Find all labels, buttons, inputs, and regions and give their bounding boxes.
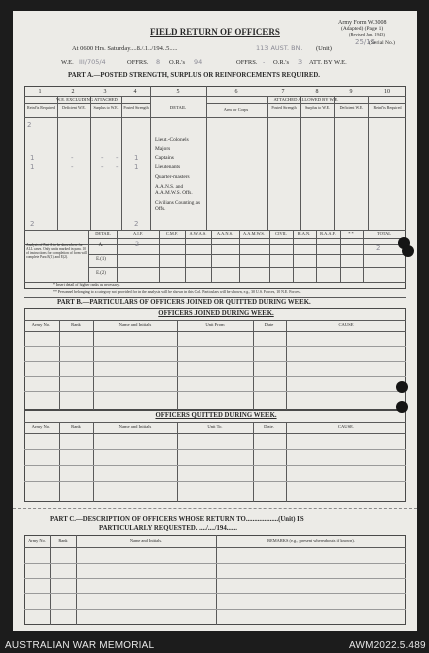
analysis-header-ran: R.A.N. <box>297 231 311 236</box>
analysis-row-a: A. <box>98 243 104 248</box>
quitted-header-army-no: Army No. <box>31 424 51 429</box>
punch-hole-4 <box>396 401 408 413</box>
hand-lieutenants-surplus: - <box>101 163 104 171</box>
analysis-header-raaf: R.A.A.F. <box>320 231 336 236</box>
col-number-4: 4 <box>133 89 137 95</box>
analysis-header-detail: DETAIL <box>95 231 111 236</box>
analysis-header-aamws: A.A.M.W.S. <box>243 231 265 236</box>
offrs-handwritten: 8 <box>156 58 161 66</box>
part-a-title: PART A.—POSTED STRENGTH, SURPLUS OR REINFORCEMENTS REQUIRED. <box>68 72 320 79</box>
quitted-header-name: Name and Initials <box>118 424 152 429</box>
header-reinfts-required-left: Reinf'ts Required <box>27 105 55 110</box>
unit-handwritten: 113 AUST. BN. <box>256 44 303 52</box>
quitted-title: OFFICERS QUITTED DURING WEEK. <box>155 412 277 419</box>
header-deficient-we-left: Deficient W.E. <box>62 105 86 110</box>
unit-label: (Unit) <box>316 45 332 52</box>
ors-label: O.R.'s <box>169 59 185 66</box>
footer-accession-number: AWM2022.5.489 <box>349 640 426 651</box>
hand-analysis-aif: 2 <box>135 240 140 248</box>
rank-aans-aamws: A.A.N.S. and A.A.M.W.S. Offs. <box>155 184 193 197</box>
quitted-header-rank: Rank <box>71 424 81 429</box>
header-deficient-we-right: Deficient W.E. <box>339 105 364 110</box>
hand-total-posted: 2 <box>134 220 139 228</box>
col-number-6: 6 <box>234 89 238 95</box>
col-number-2: 2 <box>71 89 75 95</box>
hand-captains-surplus: - <box>101 154 104 162</box>
col-number-3: 3 <box>103 89 107 95</box>
we-number-handwritten: III/705/4 <box>79 58 106 66</box>
hand-lieutenants-extra: - <box>116 163 119 171</box>
hand-top-figure: 2 <box>27 121 32 129</box>
col-number-1: 1 <box>38 89 42 95</box>
offrs2-handwritten: - <box>263 58 266 66</box>
joined-title: OFFICERS JOINED DURING WEEK. <box>158 310 274 317</box>
rank-captains: Captains <box>155 155 174 161</box>
attached-allowed-header: ATTACHED ALLOWED BY W.E. <box>273 97 339 102</box>
form-title: FIELD RETURN OF OFFICERS <box>150 27 280 37</box>
analysis-row-e2: E.(2) <box>96 271 106 276</box>
joined-header-army-no: Army No. <box>31 322 51 327</box>
date-line: At 0600 Hrs. Saturday....8./.1../194..5..... <box>72 45 178 52</box>
header-reinfts-required-right: Reinf'ts Required <box>373 105 402 110</box>
hand-captains-reinf: 1 <box>30 154 35 162</box>
col-number-9: 9 <box>349 89 353 95</box>
part-c-title-line2: PARTICULARLY REQUESTED. ..../..../194...... <box>99 525 237 532</box>
analysis-header-aans: A.A.N.S. <box>216 231 234 236</box>
we-label: W.E. <box>61 59 74 66</box>
analysis-header-awas: A.W.A.S. <box>189 231 207 236</box>
rank-lieutenants: Lieutenants <box>155 164 181 170</box>
hand-captains-extra: - <box>116 154 119 162</box>
analysis-header-aif: A.I.F. <box>132 231 144 236</box>
quitted-header-unit-to: Unit To. <box>207 424 223 429</box>
quitted-header-date: Date. <box>264 424 274 429</box>
joined-header-unit-from: Unit From <box>205 322 225 327</box>
part-c-header-name: Name and Initials. <box>129 538 163 543</box>
serial-number-handwritten: 25/15 <box>355 38 376 46</box>
army-form-number: Army Form W.3008 <box>338 20 387 26</box>
analysis-header-other: * * <box>348 231 354 236</box>
header-surplus-we-right: Surplus to W.E. <box>304 105 331 110</box>
punch-hole-3 <box>396 381 408 393</box>
att-by-we-label: ATT. BY W.E. <box>309 59 347 66</box>
hand-captains-posted: 1 <box>134 154 139 162</box>
header-arm-or-corps: Arm or Corps <box>223 107 249 112</box>
part-c-table <box>24 535 406 625</box>
ors2-label: O.R.'s <box>273 59 289 66</box>
ors-handwritten: 94 <box>194 58 203 66</box>
analysis-header-total: TOTAL <box>377 231 391 236</box>
rank-lieut-colonels: Lieut.-Colonels <box>155 137 189 143</box>
part-b-title: PART B.—PARTICULARS OF OFFICERS JOINED OR QUITTED DURING WEEK. <box>57 299 311 306</box>
offrs2-label: OFFRS. <box>236 59 258 66</box>
serial-label: (Serial No.) <box>369 40 395 46</box>
footnote-2: ** Personnel belonging to a category not provided for in the analysis will be shown in this Col. Particulars will be shown, e.g., 30 U.S. Forces, 10 N.E. Forces. <box>53 290 301 294</box>
rank-civilians: Civilians Counting as Offs. <box>155 200 200 213</box>
analysis-header-civil: CIVIL <box>275 231 287 236</box>
analysis-note: Analysis of Part A to be shown here for ALL cases. Only units marked in para. 10 of instructions for completion of form will complete Para E(1) and E(2). <box>26 243 88 260</box>
header-detail: DETAIL <box>169 105 187 110</box>
adapted-label: (Adapted) (Page 1) <box>341 26 384 32</box>
part-c-header-army-no: Army No. <box>28 538 46 543</box>
hand-analysis-total: 2 <box>376 244 381 252</box>
analysis-row-e1: E.(1) <box>96 257 106 262</box>
header-posted-strength-left: Posted Strength <box>123 105 149 110</box>
hand-lieutenants-reinf: 1 <box>30 163 35 171</box>
col-number-5: 5 <box>176 89 180 95</box>
fold-line <box>13 508 417 509</box>
punch-hole-2 <box>402 245 414 257</box>
footer-institution: AUSTRALIAN WAR MEMORIAL <box>5 640 155 651</box>
ors2-handwritten: 3 <box>298 58 303 66</box>
we-excluding-attached-header: W.E. EXCLUDING ATTACHED <box>56 97 118 102</box>
hand-lieutenants-deficient: - <box>71 163 74 171</box>
hand-captains-deficient: - <box>71 154 74 162</box>
analysis-header-cmf: C.M.F. <box>165 231 179 236</box>
col-number-10: 10 <box>384 89 390 95</box>
joined-header-rank: Rank <box>71 322 81 327</box>
part-c-header-rank: Rank <box>58 538 68 543</box>
rank-majors: Majors <box>155 146 171 152</box>
joined-header-date: Date <box>264 322 274 327</box>
hand-total-reinf: 2 <box>30 220 35 228</box>
col-number-8: 8 <box>315 89 319 95</box>
col-number-7: 7 <box>281 89 285 95</box>
part-c-header-remarks: REMARKS (e.g., present whereabouts if known). <box>267 538 355 543</box>
header-surplus-we-left: Surplus to W.E. <box>93 105 119 110</box>
joined-header-name: Name and Initials <box>118 322 152 327</box>
footnote-1: * Insert detail of higher ranks as necessary. <box>53 283 120 287</box>
hand-lieutenants-posted: 1 <box>134 163 139 171</box>
part-c-title-line1: PART C.—DESCRIPTION OF OFFICERS WHOSE RETURN TO...................(Unit) IS <box>50 516 304 523</box>
rank-quarter-masters: Quarter-masters <box>155 174 190 180</box>
joined-header-cause: CAUSE <box>338 322 354 327</box>
revised-label: (Revised Jan. 1943) <box>349 32 385 37</box>
form-sheet <box>13 11 417 631</box>
offrs-label: OFFRS. <box>127 59 149 66</box>
header-posted-strength-right: Posted Strength <box>271 105 297 110</box>
quitted-header-cause: CAUSE. <box>337 424 355 429</box>
